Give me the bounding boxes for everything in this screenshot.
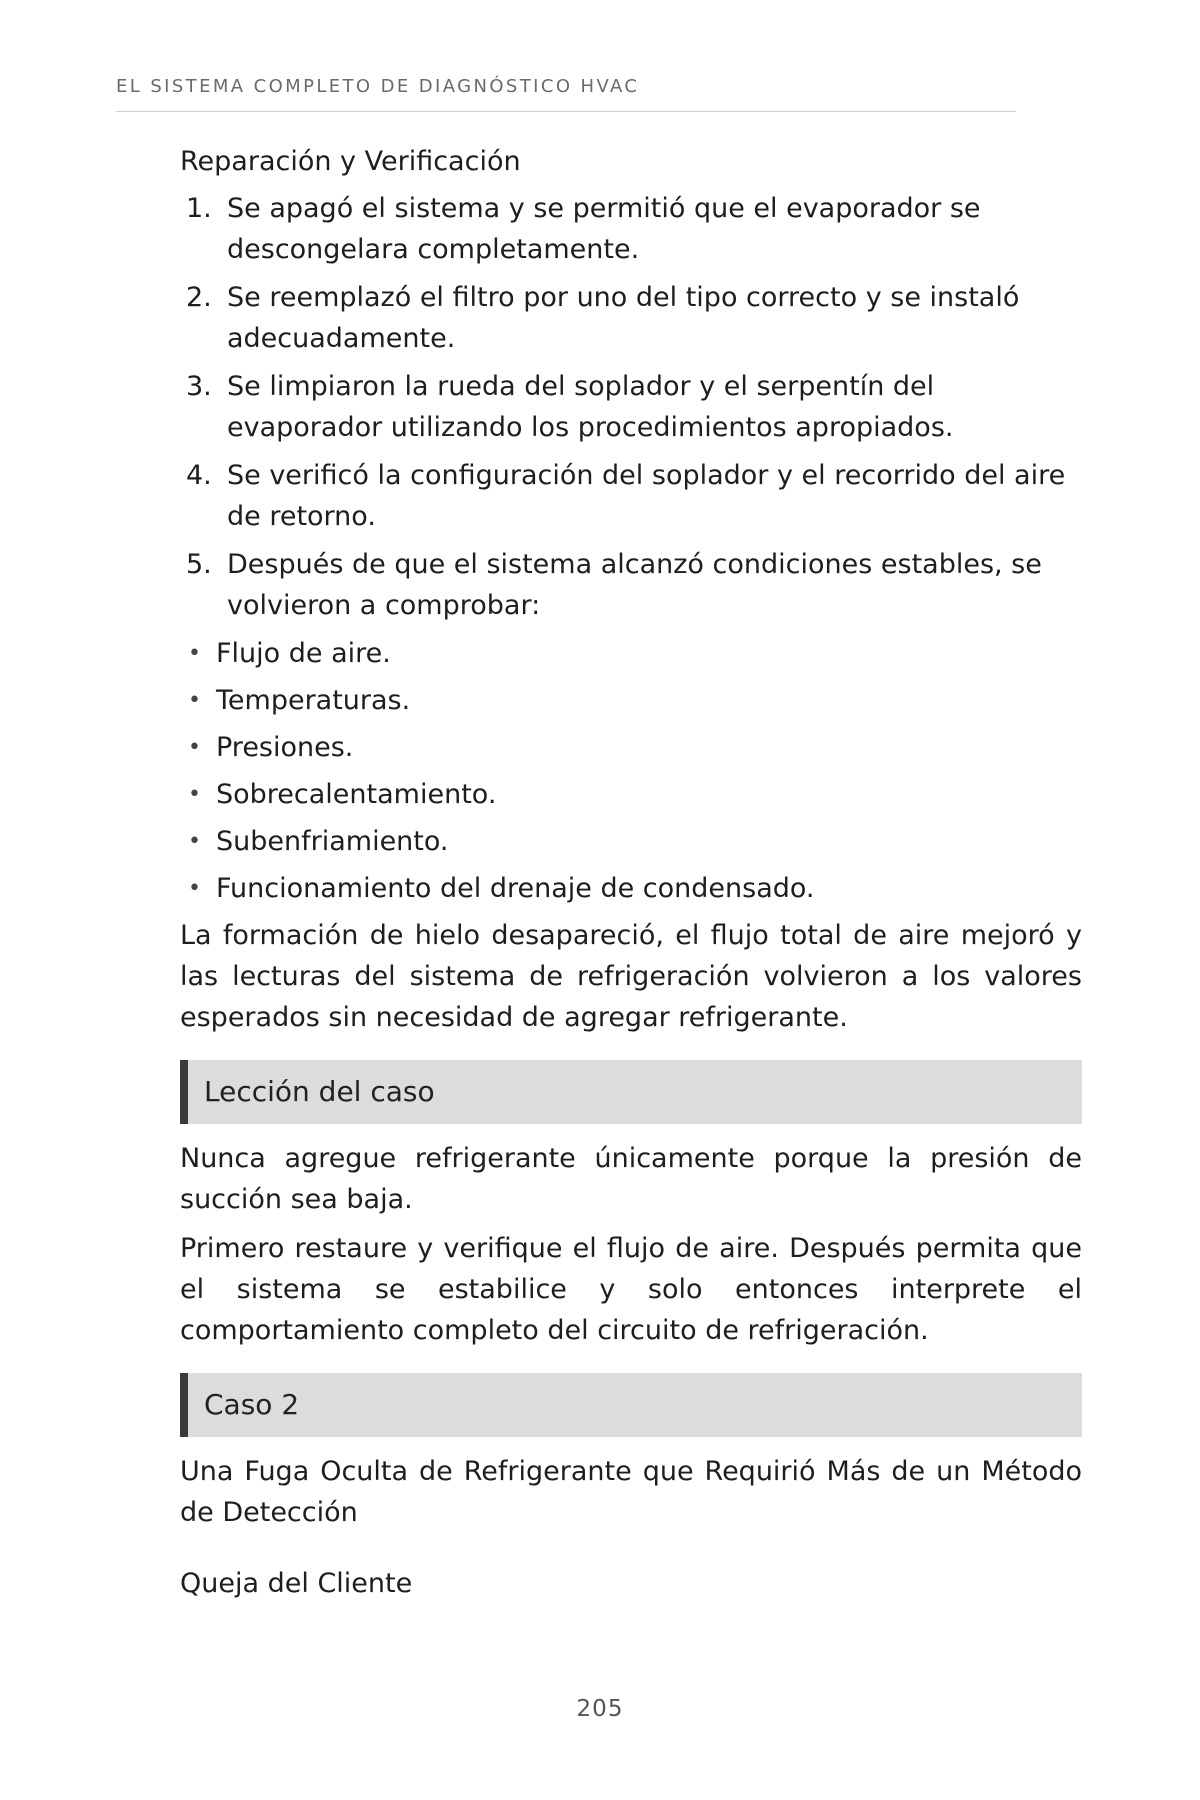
check-item — [180, 868, 1082, 909]
section-spacer — [180, 1541, 1082, 1563]
step-number: 3. — [186, 371, 212, 402]
step-number: 4. — [186, 460, 212, 491]
step-item — [180, 188, 1082, 270]
check-item — [180, 821, 1082, 862]
check-item — [180, 774, 1082, 815]
step-text: Se reemplazó el filtro por uno del tipo correcto y se instaló adecuadamente. — [227, 282, 1020, 354]
repair-steps-list — [180, 188, 1082, 626]
lesson-paragraph: Nunca agregue refrigerante únicamente porque la presión de succión sea baja. — [180, 1143, 1082, 1215]
step-number: 2. — [186, 282, 212, 313]
step-item — [180, 277, 1082, 359]
bullet-icon: • — [188, 688, 201, 713]
check-text: Sobrecalentamiento. — [216, 779, 497, 810]
running-header: EL SISTEMA COMPLETO DE DIAGNÓSTICO HVAC — [116, 76, 1016, 112]
case2-callout-heading: Caso 2 — [180, 1373, 1082, 1437]
check-item — [180, 633, 1082, 674]
page-body — [180, 141, 1082, 1612]
lesson-callout-heading: Lección del caso — [180, 1060, 1082, 1124]
step-item — [180, 544, 1082, 626]
check-item — [180, 727, 1082, 768]
step-number: 1. — [186, 193, 212, 224]
check-text: Presiones. — [216, 732, 354, 763]
check-item — [180, 680, 1082, 721]
step-text: Se verificó la configuración del soplador y el recorrido del aire de retorno. — [227, 460, 1066, 532]
result-paragraph: La formación de hielo desapareció, el flujo total de aire mejoró y las lecturas del sistema de refrigeración volvieron a los valores esperados sin necesidad de agregar refrigerante. — [180, 920, 1082, 1033]
bullet-icon: • — [188, 782, 201, 807]
customer-complaint-heading: Queja del Cliente — [180, 1568, 413, 1599]
check-text: Funcionamiento del drenaje de condensado. — [216, 873, 815, 904]
bullet-icon: • — [188, 641, 201, 666]
check-text: Temperaturas. — [216, 685, 411, 716]
lesson-paragraph: Primero restaure y verifique el flujo de aire. Después permita que el sistema se estabilice y solo entonces interprete el comportamiento completo del circuito de refrigeración. — [180, 1233, 1082, 1346]
section-heading-repair: Reparación y Verificación — [180, 146, 521, 177]
check-text: Subenfriamiento. — [216, 826, 449, 857]
step-item — [180, 455, 1082, 537]
step-text: Se apagó el sistema y se permitió que el evaporador se descongelara completamente. — [227, 193, 981, 265]
case2-subtitle: Una Fuga Oculta de Refrigerante que Requirió Más de un Método de Detección — [180, 1456, 1082, 1528]
step-text: Después de que el sistema alcanzó condiciones estables, se volvieron a comprobar: — [227, 549, 1042, 621]
step-number: 5. — [186, 549, 212, 580]
bullet-icon: • — [188, 735, 201, 760]
step-item — [180, 366, 1082, 448]
page-number: 205 — [576, 1696, 624, 1722]
checks-list — [180, 633, 1082, 909]
step-text: Se limpiaron la rueda del soplador y el serpentín del evaporador utilizando los procedimientos apropiados. — [227, 371, 954, 443]
check-text: Flujo de aire. — [216, 638, 391, 669]
bullet-icon: • — [188, 876, 201, 901]
bullet-icon: • — [188, 829, 201, 854]
